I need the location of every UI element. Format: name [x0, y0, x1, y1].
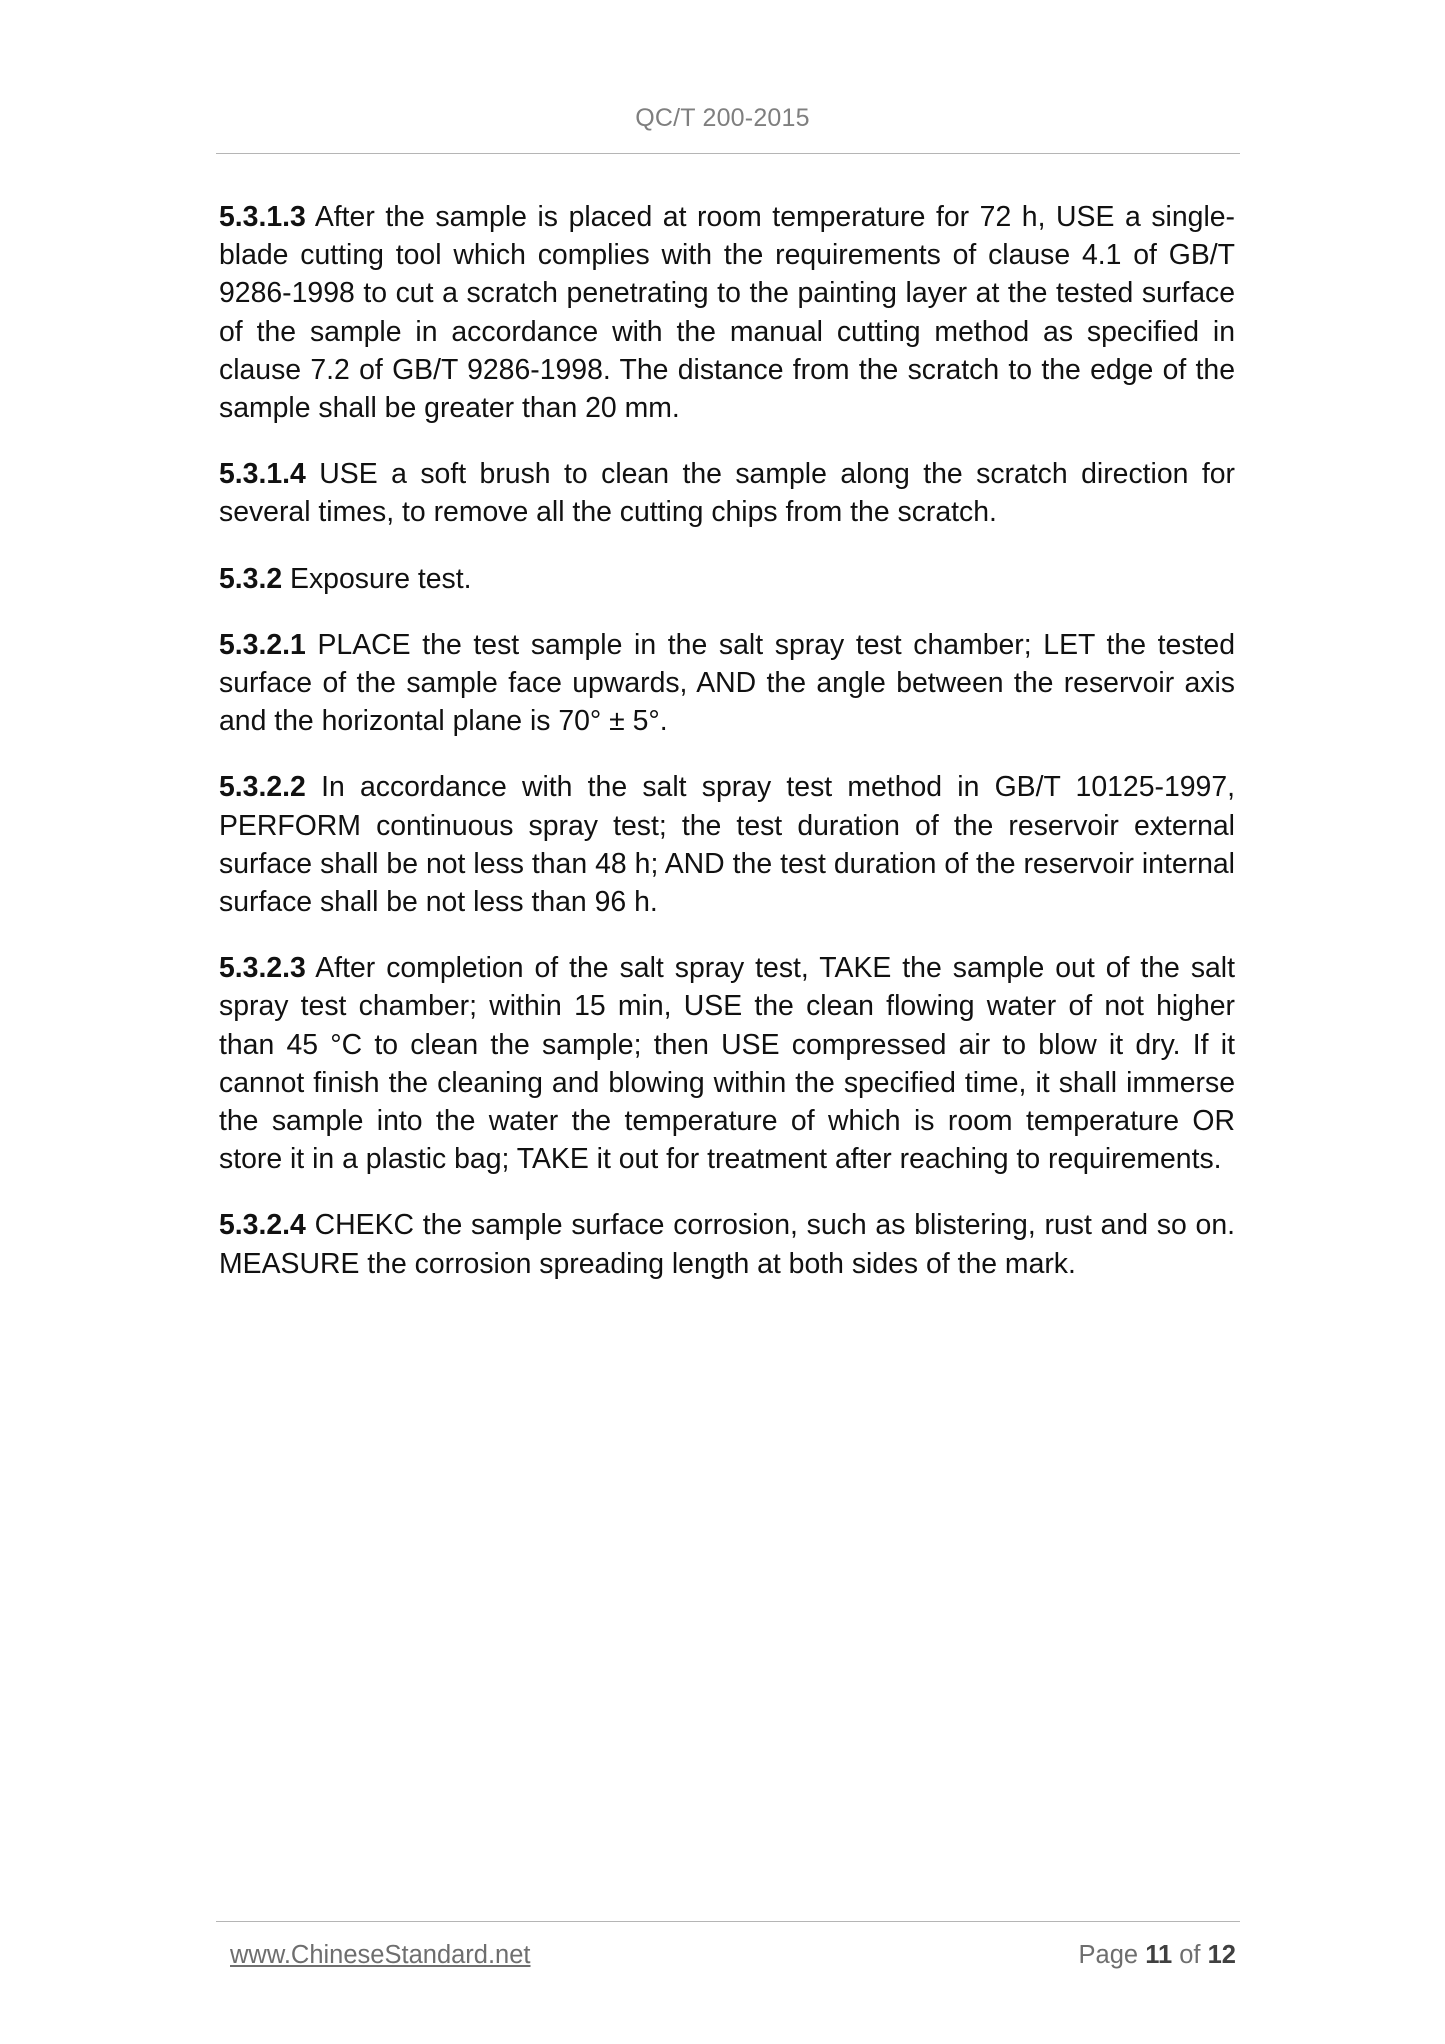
clause-text: In accordance with the salt spray test method in GB/T 10125-1997, PERFORM continuous spray test; the test duration of the reservoir external surface shall be not less than 48 h; AND the test duration of the reservoir internal surface shall be not less than 96 h. [219, 771, 1236, 919]
clause-text: USE a soft brush to clean the sample along the scratch direction for several times, to remove all the cutting chips from the scratch. [219, 458, 1235, 529]
clause-5-3-2-3 [219, 949, 1235, 1178]
clause-text: PLACE the test sample in the salt spray test chamber; LET the tested surface of the sample face upwards, AND the angle between the reservoir axis and the horizontal plane is 70° ± 5°. [219, 628, 1235, 738]
clause-text: After the sample is placed at room temperature for 72 h, USE a single-blade cutting tool which complies with the requirements of clause 4.1 of GB/T 9286-1998 to cut a scratch penetrating to the painting layer at the tested surface of the sample in accordance with the manual cutting method as specified in clause 7.2 of GB/T 9286-1998. The distance from the scratch to the edge of the sample shall be greater than 20 mm. [219, 201, 1235, 425]
current-page: 11 [1145, 1941, 1173, 1969]
clause-number: 5.3.1.3 [219, 201, 306, 233]
page-of-label: of [1179, 1941, 1201, 1969]
clause-number: 5.3.1.4 [219, 458, 306, 491]
clause-number: 5.3.2.1 [219, 628, 306, 661]
document-body [219, 198, 1235, 1311]
clause-number: 5.3.2.2 [219, 771, 306, 804]
total-pages: 12 [1207, 1941, 1236, 1969]
document-header-title: QC/T 200-2015 [635, 104, 810, 132]
clause-5-3-2-1 [219, 626, 1235, 741]
clause-number: 5.3.2.3 [219, 952, 306, 985]
clause-5-3-2 [219, 560, 1235, 598]
page-number [1079, 1941, 1236, 1970]
clause-text: After completion of the salt spray test, TAKE the sample out of the salt spray test chamber; within 15 min, USE the clean flowing water of not higher than 45 °C to clean the sample; then USE compressed air to blow it dry. If it cannot finish the cleaning and blowing within the specified time, it shall immerse the sample into the water the temperature of which is room temperature OR store it in a plastic bag; TAKE it out for treatment after reaching to requirements. [219, 952, 1235, 1176]
header-divider [216, 153, 1240, 154]
clause-5-3-2-4 [219, 1206, 1235, 1282]
clause-text: Exposure test. [290, 562, 472, 595]
clause-number: 5.3.2.4 [219, 1209, 306, 1242]
clause-5-3-1-3 [219, 198, 1235, 427]
clause-text: CHEKC the sample surface corrosion, such as blistering, rust and so on. MEASURE the corrosion spreading length at both sides of the mark. [219, 1209, 1236, 1280]
footer-divider [216, 1921, 1240, 1922]
clause-number: 5.3.2 [219, 562, 283, 595]
clause-5-3-2-2 [219, 768, 1235, 921]
website-link[interactable]: www.ChineseStandard.net [230, 1941, 531, 1969]
clause-5-3-1-4 [219, 455, 1235, 531]
page-label: Page [1078, 1941, 1139, 1969]
